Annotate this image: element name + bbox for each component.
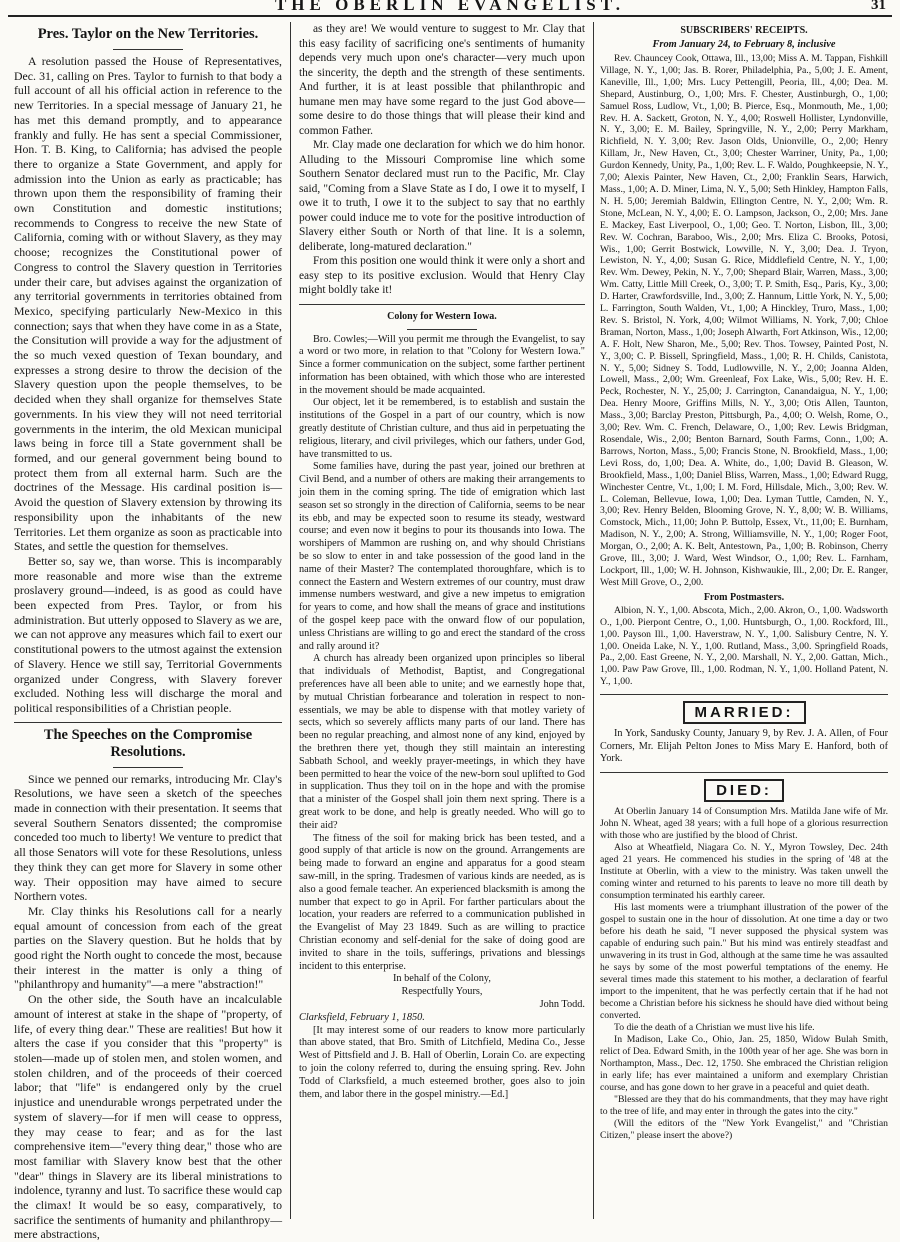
section-separator — [600, 694, 888, 695]
heading-rule — [113, 49, 183, 50]
article-heading: Colony for Western Iowa. — [387, 310, 497, 322]
married-notice: In York, Sandusky County, January 9, by Rev. J. A. Allen, of Four Corners, Mr. Elijah Pelton Jones to Miss Mary E. Hanford, both of York. — [600, 728, 888, 765]
obituary: His last moments were a triumphant illustration of the power of the gospel to sustain one in the hour of dissolution. At one time a day or two before his death he said, "I never supposed the physical system was capable of enduring such pain." But his mind was entirely steadfast and unwavering in its trust in God, although at the same time he was assaulted he says by some of the most powerful temptations of the enemy. He several times made this statement to his mother, a declaration of fearful import to the impenitent, that he was perfectly certain that if he had not become a Christian before his sickness he should have died without being converted. — [600, 901, 888, 1021]
column-divider — [290, 22, 291, 1219]
obituary: To die the death of a Christian we must live his life. — [614, 1021, 815, 1033]
closing: In behalf of the Colony, — [393, 973, 491, 985]
paragraph: Better so, say we, than worse. This is incomparably more reasonable and more wise than the extreme proslavery ground—indeed, is as good as could have been expected from Pres. Taylor, or from his administration. But utterly opposed to Slavery as we are, we can not approve any measures which fail to exert our constitutional powers to the utmost against the extension of Slavery. Hence we still say, Territorial Governments organized under Congress, with Slavery forever excluded. Nothing less will discharge the moral and political responsibilities of a Christian people. — [14, 553, 282, 715]
married-heading: MARRIED: — [683, 701, 806, 724]
editor-note: [It may interest some of our readers to know more particularly than above stated, that Bro. Smith of Litchfield, Medina Co., Jesse West of Pittsfield and J. B. Hall of Oberlin, Lorain Co. are expecting to join the colony referred to, during the ensuing spring. Rev. John Todd of Clarksfield, a much esteemed brother, goes also to join them, and labor there in the gospel ministry.—Ed.] — [299, 1024, 585, 1100]
column-divider — [593, 22, 594, 1219]
article-separator — [14, 722, 282, 723]
married-section — [600, 728, 888, 766]
obituary: Also at Wheatfield, Niagara Co. N. Y., Myron Towsley, Dec. 24th aged 21 years. He commenced his studies in the spring of '48 at the Institute at Oberlin, with a view to the ministry. Was taken unwell the coming winter and returned to his parents to leave no more till death by consumption terminated his earthly career. — [600, 841, 888, 901]
section-separator — [600, 772, 888, 773]
heading-rule — [113, 767, 183, 768]
married-heading-box — [600, 701, 888, 724]
receipts-subheading: From January 24, to February 8, inclusive — [652, 39, 836, 50]
receipts-list — [600, 53, 888, 688]
paragraph: From this position one would think it were only a short and easy step to its positive exclusion. Would that Henry Clay might boldly take it! — [299, 255, 585, 296]
newspaper-title: THE OBERLIN EVANGELIST. — [274, 0, 626, 14]
postmasters-text: Albion, N. Y., 1,00. Abscota, Mich., 2,00. Akron, O., 1,00. Wadsworth O., 1,00. Pierpont Centre, O., 1,00. Huntsburgh, O., 1,00. Rockford, Ill., 1,00. Payson Ill., 1,00. Haverstraw, N. Y., 1,00. Salisbury Centre, N. Y. 1,00. Oneida Lake, N. Y., 1,00. Rutland, Mass., 3,00. Springfield Roads, Pa., 2,00. East Greene, N. Y., 2,00. Marshall, N. Y., 2,00. Gattan, Mich., 1,00. Paw Paw Grove, Ill., 1,00. Rodman, N. Y., 1,00. Holland Patent, N. Y., 1,00. — [600, 604, 888, 688]
paragraph: Our object, let it be remembered, is to establish and sustain the institutions of the Gospel in a part of our country, which is now greatly destitute of Christian culture, and thus aid in perpetuating the religious, literary, and civil privileges, which our fathers, under God, have transmitted to us. — [299, 397, 585, 460]
died-section — [600, 806, 888, 1142]
obituary: (Will the editors of the "New York Evangelist," and "Christian Citizen," please insert the above?) — [600, 1117, 888, 1141]
paragraph: On the other side, the South have an incalculable amount of interest at stake in the shape of "property, of life, of every thing dear." These are realities! But how it alters the case if you consider that this "property" is stolen—made up of stolen men, and stolen women, and stolen children, and of the proceeds of their coerced labor; that "life" is endangered only by the cruel injustice and unendurable wrongs perpetrated under the system of slavery—for if men will cease to oppress, they may cease to fear; and as for the last comprehensive item—"every thing dear," those who are most familiar with Slavery know best that the other "dear" things in Slavery are its liberal ministrations to indolence, tyranny and lust. To sacrifice these would cap the climax! It would be so easy, comparatively, to sacrifice the sentiments of humanity and philanthropy—mere abstractions, — [14, 992, 282, 1242]
obituary: "Blessed are they that do his commandments, that they may have right to the tree of life, and may enter in through the gates into the city." — [600, 1093, 888, 1117]
paragraph: Since we penned our remarks, introducing Mr. Clay's Resolutions, we have seen a sketch of the speeches made in connection with their presentation. It seems that several Southern Senators dissented; the compromise conceded too much to liberty! We venture to predict that all those Senators will vote for these Resolutions, unless they think they can get more for Slavery in some other way. Their opposition may have aimed to secure Northern votes. — [14, 771, 282, 904]
paragraph: The fitness of the soil for making brick has been tested, and a good supply of that article is now on the ground. Arrangements are being made to forward an engine and apparatus for a good steam saw-mill, in the spring. Tradesmen of various kinds are needed, as is also a good female teacher. An experienced blacksmith is among the number that expect to go in April. For farther particulars about the location, your readers are referred to a communication published in the Evangelist of May 23 1849. Such as are willing to practice Christian economy and self-denial for the sake of doing good are invited to share in the toils, sufferings, privations and blessings incident to this enterprise. — [299, 832, 585, 972]
masthead-rule — [8, 15, 892, 17]
masthead — [0, 0, 900, 18]
postmasters-heading: From Postmasters. — [703, 591, 785, 603]
paragraph: Some families have, during the past year, joined our brethren at Civil Bend, and a number of others are making their arrangements to join them in the coming spring. The tide of emigration which last season set so strongly in the direction of California, seems to be near its ebb, and may be expected soon to resume its steady, westward course; and even now it begins to pour its thousands into Iowa. The worshipers of Mammon are rushing on, and why should Christians be so slow to enter in and take possession of the good land in the name of their Master? The contemplated thoroughfare, which is to connect the Eastern and Western extremes of our country, must draw immense numbers westward, and give a new impetus to emigration for years to come, and how shall the means of grace and institutions of the gospel keep pace with the onward flow of our population, unless Christians are willing to go and erect the standard of the cross and rally around it? — [299, 461, 585, 652]
article-heading: The Speeches on the Compromise Resolutions. — [43, 726, 253, 760]
receipts-heading: SUBSCRIBERS' RECEIPTS. — [680, 25, 808, 36]
paragraph: Bro. Cowles;—Will you permit me through the Evangelist, to say a word or two more, in relation to that "Colony for Western Iowa." Since a former communication on the subject, some farther pertinent information has been obtained, with which those who are interested in the movement should be made acquainted. — [299, 333, 585, 396]
closing: Respectfully Yours, — [401, 986, 483, 998]
article-heading: Pres. Taylor on the New Territories. — [37, 26, 259, 42]
column-3 — [600, 22, 888, 1219]
obituary: At Oberlin January 14 of Consumption Mrs. Matilda Jane wife of Mr. John N. Wheat, aged 38 years; with a full hope of a glorious resurrection with those who are justified by the blood of Christ. — [600, 805, 888, 841]
paragraph: Mr. Clay made one declaration for which we do him honor. Alluding to the Missouri Compromise line which some Southern Senator declared must run to the Pacific, Mr. Clay said, "Coming from a Slave State as I do, I owe it to myself, I owe it to truth, I owe it to the subject to say that no earthly power could induce me to vote for the positive introduction of Slavery either South or North of that line. It is a solemn, deliberate, long-matured declaration." — [299, 139, 585, 253]
paragraph: A resolution passed the House of Representatives, Dec. 31, calling on Pres. Taylor to furnish to that body a full account of all his official action in reference to the new Territories. In a special message of January 21, he has met this demand promptly, and to appearance frankly and fully. He has sent a special Commissioner, Hon. T. B. King, to California; has advised the people there to organize a State Government, and apply for admission into the Union as early as practicable; has thrown upon them the responsibility of framing their own Constitution and domestic institutions; recommends to Congress to receive the new State of California, coming with or without Slavery, as they may choose; recognizes the Constitutional power of Congress to control the Slavery question in Territories under their care, but advises against the organization of any territorial governments in territories obtained from Mexico, specifying particularly New-Mexico in this connection; says that when they have come in as a State, the Consitution will provide a way for the adjustment of the so much vexed question of Texan boundary, and expresses a strong desire to throw the decision of the Slavery question upon the people themselves, to be decided when they shall organize for themselves State governments. In his view they will not need territorial governments in the interim, the old Mexican municipal laws being in force till a State government shall be formed, and our general government being bound to protect them from all external harm. Such are the doctrines of the Message. His cardinal position is—Avoid the question of Slavery extension by throwing its responsibility upon the inhabitants of the new Territories. Let them organize as soon as practicable into States, and settle the question for themselves. — [14, 54, 282, 554]
signature: John Todd. — [539, 998, 585, 1010]
heading-rule — [407, 329, 477, 330]
column-1 — [14, 22, 282, 1242]
obituary: In Madison, Lake Co., Ohio, Jan. 25, 1850, Widow Bulah Smith, relict of Dea. Edward Smith, in the 100th year of her age. She was born in Northampton, Mass., Dec. 12, 1750. She embraced the Christian religion in early life; has ever maintained a uniform and exemplary Christian course, and has gone down to her grave in a peaceful and quiet death. — [600, 1033, 888, 1093]
receipts-text: Rev. Chauncey Cook, Ottawa, Ill., 13,00; Miss A. M. Tappan, Fishkill Village, N. Y., 1,00; Jas. B. Rorer, Philadelphia, Pa., 5,00; J. E. Ament, Kaneville, Ill., 1,00; Mrs. Lucy Pettengill, Peoria, Ill., 4,00; Dea. M. Shepard, Austinburg, O., 1,00; Mrs. F. Chester, Austinburgh, O., 1,00; Samuel Ross, Ludlow, Vt., 1,00; B. Pierce, Esq., Monmouth, Me., 1,00; Rev. H. A. Sackett, Groton, N. Y., 4,00; Roswell Hollister, Lyndonville, N. Y., 3,00; E. M. Bailey, Springville, N. Y., 2,00; Perry Markham, Richfield, N. Y. 3,00; Rev. Jason Olds, Unionville, O., 2,00; Henry Killam, Jr., New Haven, Ct., 3,00; Chester Warriner, Unity, Pa., 1,00; Gurdon Kennedy, Unity, Pa., 1,00; Rev. L. F. Waldo, Poughkeepsie, N. Y., 7,00; Alexis Painter, New Haven, Ct., 2,00; Franklin Sears, Harwich, Mass., 1,00; A. D. Miner, Lima, N. Y., 5,00; Seth Hinkley, Hampton Falls, N. H. 5,00; Jeremiah Baldwin, Ellington Centre, N. Y., 2,00; Wm. R. Stone, McLean, N. Y., 4,00; E. O. Lampson, Jackson, O., 2,00; Mrs. Jane E. Mackey, East Liverpool, O., 1,00; Geo. T. Norton, Lisbon, Ill., 3,00; Rev. W. Cochran, Baraboo, Wis., 2,00; Mrs. Eliza C. Brooks, Potosi, Wis., 1,00; Gerrit Bostwick, Lowville, N. Y., 3,00; Dea. J. Tryon, Lewiston, N. Y., 4,00; Susan G. Rice, Middlefield Centre, N. Y., 1,00; Rev. Wm. Dewey, Pekin, N. Y., 7,00; Shepard Blair, Warren, Mass., 3,00; Wm. Catty, Little Mill Creek, O., 3,00; T. P. Smith, Esq., Paris, Ky., 3,00; D. Harter, Crawfordsville, Ind., 3,00; Z. Hannum, Little York, N. Y., 5,00; L. Farrington, South Walden, Vt., 1,00; A Hinckley, Truro, Mass., 1,00; Rev. S. Bristol, N. York, 4,00; Wilmot Williams, N. York, 7,00; Chloe Braman, Norton, Mass., 1,00; Joseph Alwarth, Fort Atkinson, Wis., 12,00; A. F. Holt, New Sharon, Me., 5,00; Rev. Thos. Towsey, Painted Post, N. Y., 3,00; C. P. Bissell, Springfield, Mass., 1,00; R. H. Childs, Canistota, N. Y., 5,00; Sidney S. Todd, Ludlowville, N. Y., 2,00; Joanna Alden, Lowell, Mass., 2,00; Wm. Greenleaf, Fox Lake, Wis., 5,00; Rev. H. E. Peck, Rochester, N. Y., 25,00; J. Carrington, Canandaigua, N. Y., 1,00; Dea. Henry Moore, Griffins Mills, N. Y., 3,00; Otis Allen, Taunton, Mass., 3,00; Barclay Preston, Pittsburgh, Pa., 4,00; O. Welsh, Rome, O., 3,00; Rev. Wm. C. French, Delaware, O., 1,00; Rev. Lewis Bridgman, Rosendale, Wis., 2,00; Benton Barnard, South Farms, Conn., 1,00; A. Barrows, Norton, Mass., 5,00; Francis Stone, N. Brookfield, Mass., 1,00; Levi Ross, do, 1,00; Dea. A. White, do., 1,00; David B. Gleason, W. Brookfield, Mass., 1,00; Daniel Bliss, Warren, Mass., 1,00; Edward Rugg, Winchester Centre, Vt., 1,00; I. M. Ford, Hillsdale, Mich., 3,00; Rev. W. L. Coleman, Bellevue, Iowa, 1,00; Dea. Lyman Tuttle, Camden, N. Y., 3,00; Rev. Henry Belden, Blooming Grove, N. Y., 8,00; W. B. Williams, Comstock, Mich., 11,00; John P. Buttolp, Essex, Vt., 11,00; E. Burnham, Madison, N. Y., 2,00; A. Strong, Williamsville, N. Y., 1,00; Roger Foot, Morgan, O., 2,00; A. K. Belt, Antestown, Pa., 1,00; B. Robinson, Cherry Grove, Ill., 3,00; J. Ward, West Windsor, O., 1,00; Rev. L. Farnham, Lockport, Ill., 1,00; W. H. Johnson, Kishwaukie, Ill., 2,00; Dr. E. Ranger, West Mill Grove, O., 2,00. — [600, 53, 888, 588]
paragraph: A church has already been organized upon principles so liberal that individuals of Methodist, Baptist, and Congregational preferences have all been able to unite; and we earnestly hope that, by mutual Christian forbearance and toleration in respect to non-essentials, we may be able to dispense with that motley variety of sects, which so severely afflicts many parts of our land. There has been no regular preaching, and almost none of any kind, enjoyed by the brethren there yet, though they still maintain an interesting Sabbath School, and weekly prayer-meetings, in which they have been permitted to hear the voice of the new-born soul uplifted to God in supplication. Thus they toil on in the hope and with the promise that a minister of the Gospel shall join them next spring. There is a great work to be done, and help is greatly needed. Who will go to their aid? — [299, 653, 585, 831]
paragraph: as they are! We would venture to suggest to Mr. Clay that this easy facility of sacrificing one's sentiments of humanity depends very much upon one's character—very much upon the sincerity, the depth and the strength of these sentiments. And further, it is at least possible that philanthropic and humane men may have some regard to the just God above—some desire to do those things that will please their kind and common Father. — [299, 23, 585, 137]
colony-letter — [299, 334, 585, 1102]
column-2 — [299, 22, 585, 1219]
page-number: 31 — [871, 0, 886, 13]
died-heading-box — [600, 779, 888, 802]
died-heading: DIED: — [704, 779, 784, 802]
paragraph: Mr. Clay thinks his Resolutions call for a nearly equal amount of concession from each of the great parties on the Slavery question. But he holds that by good right the North ought to concede the most, because their interest in the matter is only a thing of "philanthropy and humanity"—a mere "abstraction!" — [14, 903, 282, 992]
article-separator — [299, 304, 585, 305]
dateline: Clarksfield, February 1, 1850. — [299, 1011, 425, 1023]
